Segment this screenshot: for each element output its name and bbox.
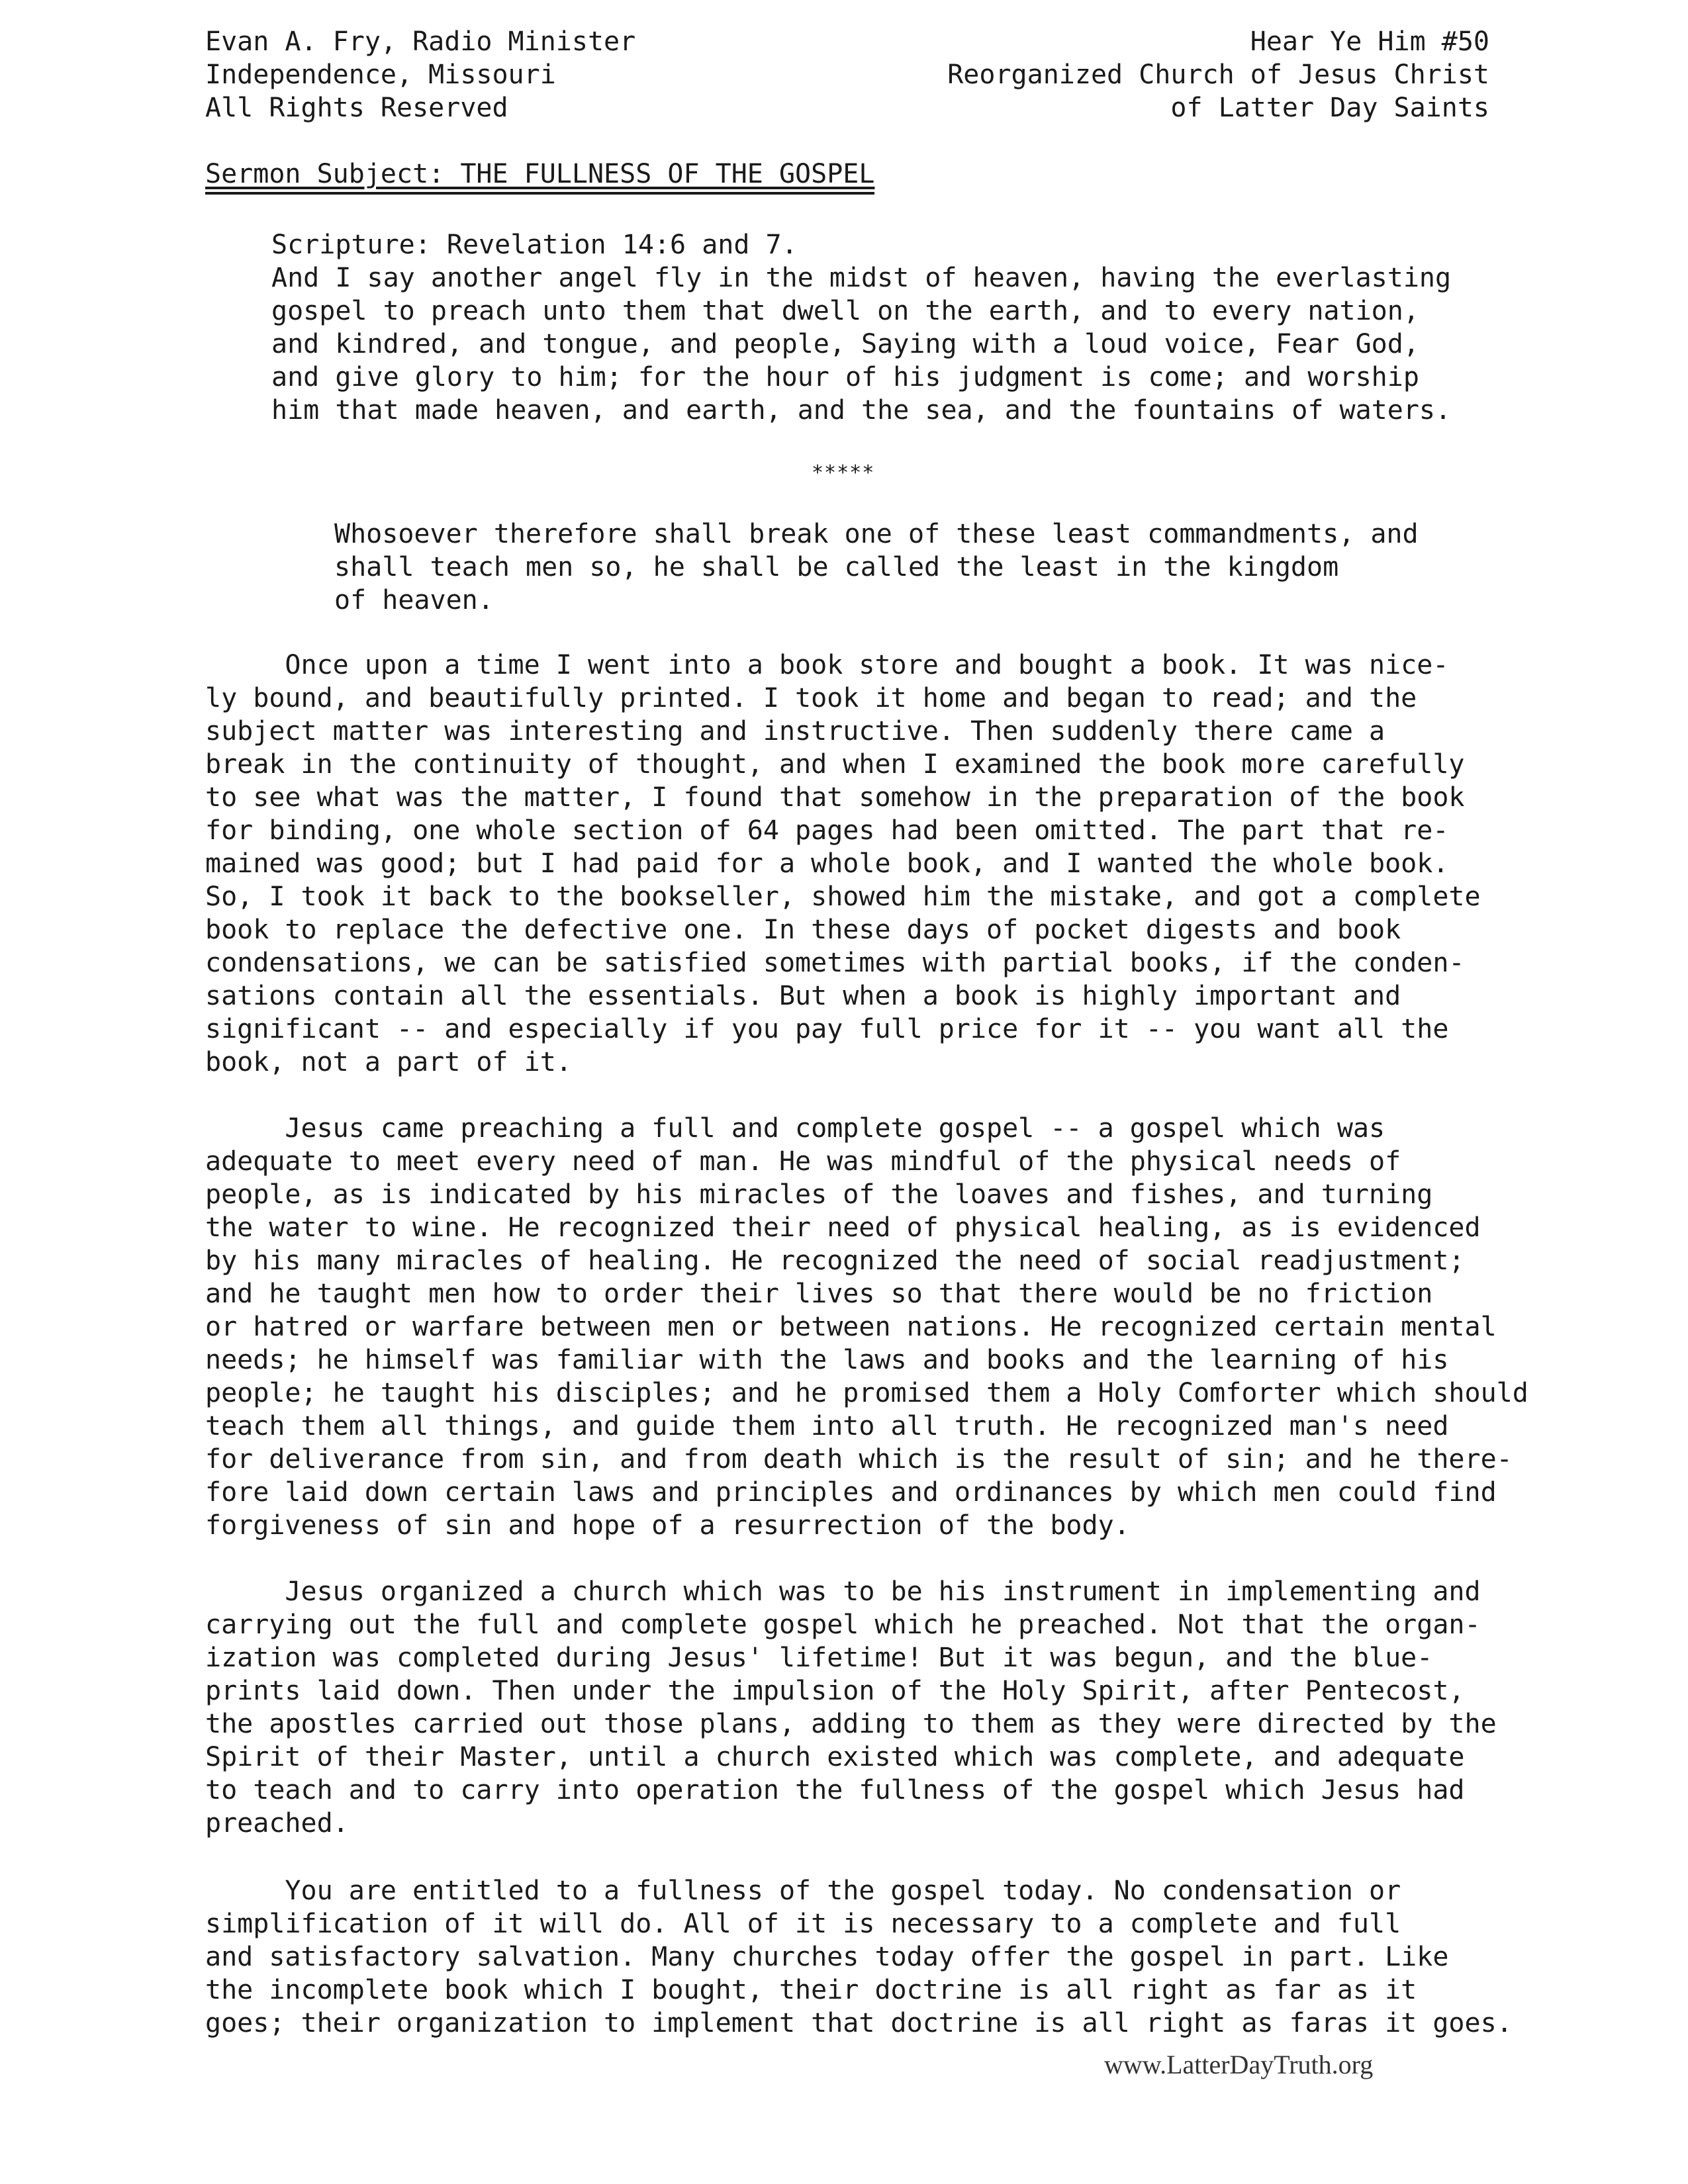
location-line: Independence, Missouri [205, 60, 556, 90]
paragraph-line: ization was completed during Jesus' lifetime! But it was begun, and the blue- [205, 1643, 1433, 1673]
sermon-subject: Sermon Subject: THE FULLNESS OF THE GOSPEL [205, 158, 874, 195]
paragraph-line: You are entitled to a fullness of the gospel today. No condensation or [205, 1876, 1401, 1906]
paragraph-line: teach them all things, and guide them into all truth. He recognized man's need [205, 1411, 1449, 1441]
church-name-line-2: of Latter Day Saints [1170, 93, 1489, 123]
quote-line: of heaven. [334, 585, 494, 615]
paragraph-church-organized [205, 1575, 1497, 1840]
paragraph-fullness-today [205, 1874, 1513, 2040]
rights-line: All Rights Reserved [205, 93, 508, 123]
paragraph-line: book, not a part of it. [205, 1047, 572, 1077]
paragraph-line: the incomplete book which I bought, their doctrine is all right as far as it [205, 1975, 1417, 2005]
paragraph-full-gospel [205, 1112, 1528, 1542]
paragraph-line: the water to wine. He recognized their need of physical healing, as is evidenced [205, 1212, 1481, 1243]
church-name-line-1: Reorganized Church of Jesus Christ [947, 60, 1489, 90]
author-line: Evan A. Fry, Radio Minister [205, 26, 636, 57]
scripture-line: gospel to preach unto them that dwell on the earth, and to every nation, [271, 296, 1419, 326]
paragraph-line: for deliverance from sin, and from death which is the result of sin; and he there- [205, 1444, 1513, 1475]
author-block [205, 25, 635, 124]
scripture-block [271, 228, 1451, 427]
paragraph-line: and satisfactory salvation. Many churches today offer the gospel in part. Like [205, 1942, 1449, 1972]
paragraph-book-story [205, 649, 1481, 1079]
paragraph-line: Once upon a time I went into a book store and bought a book. It was nice- [205, 650, 1449, 680]
section-separator: ***** [812, 461, 875, 484]
paragraph-line: break in the continuity of thought, and when I examined the book more carefully [205, 749, 1465, 780]
paragraph-line: people; he taught his disciples; and he promised them a Holy Comforter which should [205, 1378, 1528, 1408]
paragraph-line: by his many miracles of healing. He recognized the need of social readjustment; [205, 1246, 1465, 1276]
paragraph-line: carrying out the full and complete gospel which he preached. Not that the organ- [205, 1610, 1481, 1640]
scripture-line: And I say another angel fly in the midst of heaven, having the everlasting [271, 263, 1452, 293]
paragraph-line: ly bound, and beautifully printed. I took it home and began to read; and the [205, 683, 1417, 713]
series-number: Hear Ye Him #50 [1250, 26, 1489, 57]
website-footer: www.LatterDayTruth.org [1104, 2050, 1374, 2079]
paragraph-line: sations contain all the essentials. But when a book is highly important and [205, 981, 1401, 1011]
paragraph-line: So, I took it back to the bookseller, showed him the mistake, and got a complete [205, 882, 1481, 912]
quote-line: shall teach men so, he shall be called the least in the kingdom [334, 552, 1339, 582]
paragraph-line: book to replace the defective one. In these days of pocket digests and book [205, 915, 1401, 945]
quote-block [334, 518, 1419, 617]
scripture-line: him that made heaven, and earth, and the sea, and the fountains of waters. [271, 395, 1452, 426]
series-block [947, 25, 1489, 124]
paragraph-line: for binding, one whole section of 64 pages had been omitted. The part that re- [205, 815, 1449, 846]
paragraph-line: significant -- and especially if you pay full price for it -- you want all the [205, 1014, 1449, 1044]
scripture-line: and kindred, and tongue, and people, Saying with a loud voice, Fear God, [271, 329, 1419, 359]
scripture-line: and give glory to him; for the hour of his judgment is come; and worship [271, 362, 1419, 392]
scripture-reference: Scripture: Revelation 14:6 and 7. [271, 230, 798, 260]
paragraph-line: to see what was the matter, I found that somehow in the preparation of the book [205, 782, 1465, 813]
paragraph-line: adequate to meet every need of man. He was mindful of the physical needs of [205, 1146, 1401, 1177]
paragraph-line: the apostles carried out those plans, adding to them as they were directed by the [205, 1709, 1497, 1739]
paragraph-line: prints laid down. Then under the impulsion of the Holy Spirit, after Pentecost, [205, 1676, 1465, 1706]
paragraph-line: people, as is indicated by his miracles of the loaves and fishes, and turning [205, 1179, 1433, 1210]
paragraph-line: Jesus organized a church which was to be his instrument in implementing and [205, 1576, 1481, 1607]
paragraph-line: goes; their organization to implement that doctrine is all right as faras it goes. [205, 2008, 1513, 2038]
paragraph-line: and he taught men how to order their lives so that there would be no friction [205, 1279, 1433, 1309]
paragraph-line: mained was good; but I had paid for a whole book, and I wanted the whole book. [205, 848, 1449, 879]
paragraph-line: forgiveness of sin and hope of a resurrection of the body. [205, 1510, 1130, 1541]
paragraph-line: preached. [205, 1808, 349, 1839]
paragraph-line: needs; he himself was familiar with the laws and books and the learning of his [205, 1345, 1449, 1375]
paragraph-line: simplification of it will do. All of it is necessary to a complete and full [205, 1909, 1401, 1939]
quote-line: Whosoever therefore shall break one of these least commandments, and [334, 519, 1419, 549]
paragraph-line: Spirit of their Master, until a church existed which was complete, and adequate [205, 1742, 1465, 1772]
paragraph-line: fore laid down certain laws and principles and ordinances by which men could find [205, 1477, 1497, 1508]
paragraph-line: to teach and to carry into operation the fullness of the gospel which Jesus had [205, 1775, 1465, 1805]
paragraph-line: or hatred or warfare between men or between nations. He recognized certain mental [205, 1312, 1497, 1342]
paragraph-line: subject matter was interesting and instructive. Then suddenly there came a [205, 716, 1385, 747]
paragraph-line: condensations, we can be satisfied sometimes with partial books, if the conden- [205, 948, 1465, 978]
paragraph-line: Jesus came preaching a full and complete gospel -- a gospel which was [205, 1113, 1385, 1144]
